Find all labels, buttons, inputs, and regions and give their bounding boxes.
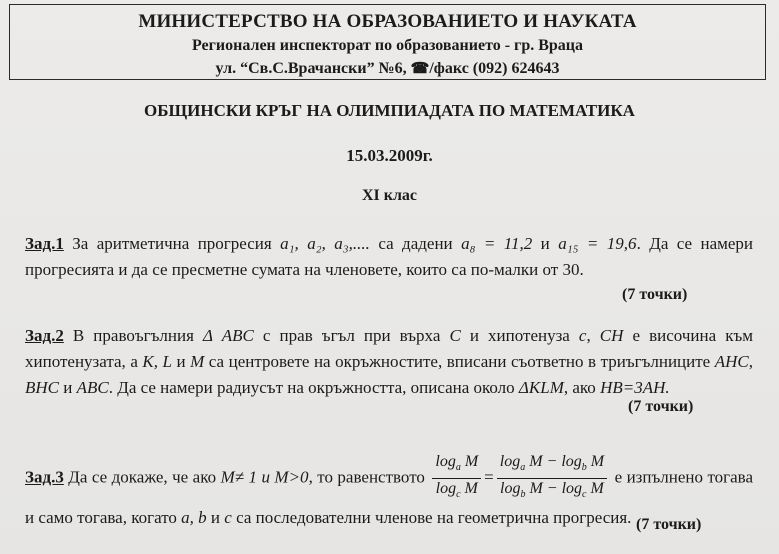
lhs-num-arg: M bbox=[460, 453, 479, 470]
hypotenuse-c: c bbox=[578, 326, 587, 345]
given-a8: a₈ = 11,2 bbox=[461, 234, 533, 253]
problem-2-label: Зад.2 bbox=[25, 326, 64, 345]
rhs-den-base1: b bbox=[520, 489, 526, 501]
problem-2-text: и bbox=[171, 352, 191, 371]
problem-1-text: са дадени bbox=[369, 234, 462, 253]
problem-1-points: (7 точки) bbox=[622, 286, 688, 303]
problem-3-label: Зад.3 bbox=[25, 467, 64, 487]
vars-ab: a, b bbox=[181, 508, 207, 528]
lhs-num-log: log bbox=[435, 453, 456, 470]
address-text: ул. “Св.С.Врачански” №6, bbox=[215, 60, 407, 77]
triangle-abc-2: ABC bbox=[76, 378, 109, 397]
problem-2-text: , bbox=[586, 326, 600, 345]
vertex-c: C bbox=[449, 326, 461, 345]
problem-2-text: В правоъгълния bbox=[63, 326, 203, 345]
problem-1-text: . Да се намери прогресията и да се пресметне сумата на членовете, които са по-малки от 30. bbox=[25, 234, 754, 279]
problem-2-text: е височина към хипотенузата, а bbox=[25, 326, 754, 371]
lhs-num-base: a bbox=[455, 462, 461, 474]
equals-sign: = bbox=[484, 467, 494, 487]
problem-1-label: Зад.1 bbox=[25, 234, 64, 253]
ministry-name: МИНИСТЕРСТВО НА ОБРАЗОВАНИЕТО И НАУКАТА bbox=[138, 11, 637, 32]
rhs-num-base2: b bbox=[581, 462, 587, 474]
sequence-terms: a₁, a₂, a₃,.... bbox=[280, 234, 370, 253]
rhs-den-arg: M bbox=[586, 480, 604, 498]
problem-2 bbox=[25, 323, 753, 401]
problem-3-text: и bbox=[206, 508, 225, 528]
exam-date: 15.03.2009г. bbox=[346, 146, 433, 165]
grade-label: XI клас bbox=[361, 187, 418, 204]
problem-2-text: , bbox=[748, 352, 753, 371]
rhs-num-base1: a bbox=[520, 462, 526, 474]
triangle-bhc: BHC bbox=[25, 378, 59, 397]
var-c: c bbox=[224, 508, 232, 528]
lhs-fraction bbox=[432, 452, 481, 505]
inspectorate-name: Регионален инспекторат по образованието - гр. Враца bbox=[191, 37, 584, 54]
triangle-klm: ΔKLM bbox=[518, 378, 564, 397]
problem-3-text: е изпълнено тогава и само тогава, когато bbox=[25, 467, 754, 528]
problem-2-points: (7 точки) bbox=[628, 398, 694, 415]
phone-text: /факс (092) 624643 bbox=[429, 60, 560, 77]
problem-2-text: , ако bbox=[563, 378, 601, 397]
problem-2-text: и bbox=[59, 378, 77, 397]
address-line bbox=[10, 59, 765, 78]
lhs-den-arg: M bbox=[460, 480, 478, 498]
competition-title: ОБЩИНСКИ КРЪГ НА ОЛИМПИАДАТА ПО МАТЕМАТИКА bbox=[144, 101, 635, 120]
problem-3-points: (7 точки) bbox=[636, 516, 702, 533]
rhs-fraction bbox=[497, 452, 607, 505]
rhs-den-log: log bbox=[500, 480, 521, 498]
lhs-den-base: c bbox=[456, 489, 461, 501]
phone-icon: ☎ bbox=[410, 61, 430, 77]
problem-2-text: и хипотенуза bbox=[460, 326, 579, 345]
triangle-abc: Δ ABC bbox=[203, 326, 254, 345]
rhs-num-mid: M − log bbox=[525, 453, 582, 470]
triangle-ahc: AHC bbox=[714, 352, 749, 371]
altitude-ch: CH bbox=[599, 326, 624, 345]
problem-3-text: са последователни членове на геометрична прогресия. bbox=[231, 508, 632, 528]
rhs-den-mid: M − log bbox=[525, 480, 583, 498]
condition-m: M≠ 1 и M>0 bbox=[220, 467, 309, 487]
rhs-den-base2: c bbox=[582, 489, 587, 501]
problem-1 bbox=[25, 231, 753, 283]
centers-kl: K, L bbox=[142, 352, 172, 371]
letterhead-box bbox=[9, 4, 766, 80]
problem-2-text: с прав ъгъл при върха bbox=[253, 326, 450, 345]
given-a15: a₁₅ = 19,6 bbox=[558, 234, 637, 253]
problem-3-text: , то равенството bbox=[308, 467, 430, 487]
rhs-num-arg: M bbox=[586, 453, 605, 470]
center-m: M bbox=[190, 352, 205, 371]
lhs-den-log: log bbox=[435, 480, 457, 498]
problem-1-text: За аритметична прогресия bbox=[63, 234, 281, 253]
problem-1-text: и bbox=[532, 234, 559, 253]
problem-2-text: . Да се намери радиусът на окръжността, описана около bbox=[108, 378, 519, 397]
problem-2-text: са центровете на окръжностите, вписани съответно в триъгълниците bbox=[204, 352, 715, 371]
rhs-num-log: log bbox=[499, 453, 521, 470]
condition-hb: HB=3AH. bbox=[600, 378, 670, 397]
problem-3-text: Да се докаже, че ако bbox=[63, 467, 221, 487]
